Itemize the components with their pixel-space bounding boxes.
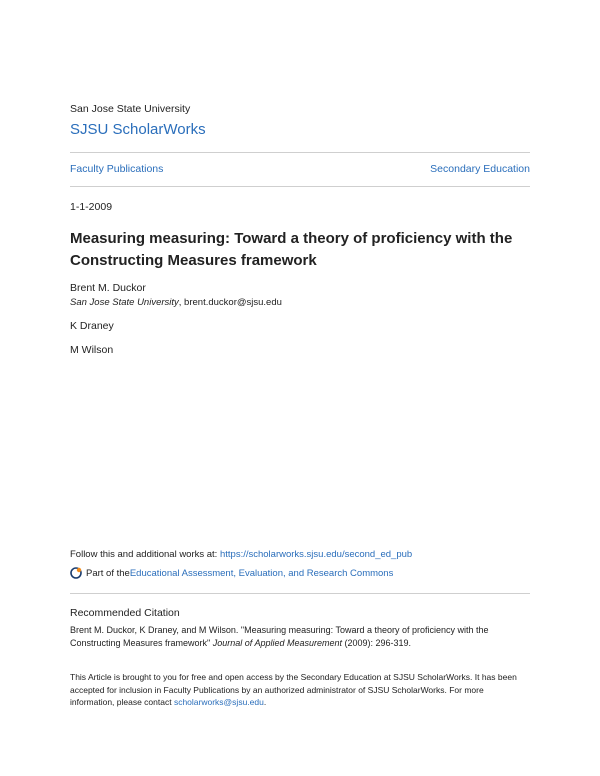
faculty-publications-link[interactable]: Faculty Publications (70, 163, 164, 175)
repository-link[interactable]: SJSU ScholarWorks (70, 121, 206, 138)
author-name: K Draney (70, 320, 114, 332)
footer-notice (70, 671, 530, 709)
part-of-prefix: Part of the (86, 567, 130, 579)
author-name: Brent M. Duckor (70, 282, 146, 294)
citation-pages: (2009): 296-319. (342, 638, 412, 648)
contact-email-link[interactable]: scholarworks@sjsu.edu (173, 697, 264, 707)
author-email: , brent.duckor@sjsu.edu (178, 297, 282, 308)
secondary-education-link[interactable]: Secondary Education (430, 163, 530, 175)
citation-heading: Recommended Citation (70, 607, 180, 619)
footer-text: This Article is brought to you for free and open access by the Secondary Education at SJSU ScholarWorks. It has been accepted for inclusion in Faculty Publications by an authorized administrator of SJSU ScholarWorks. For more information, please contact (70, 672, 517, 707)
footer-end: . (263, 697, 267, 707)
author-name: M Wilson (70, 344, 114, 356)
institution-name: San Jose State University (70, 103, 191, 115)
citation-text (70, 624, 530, 650)
commons-link[interactable]: Educational Assessment, Evaluation, and Research Commons (129, 567, 394, 579)
divider (70, 186, 530, 187)
journal-name: Journal of Applied Measurement (212, 638, 342, 648)
publication-date: 1-1-2009 (70, 201, 113, 213)
collection-url-link[interactable]: https://scholarworks.sjsu.edu/second_ed_pub (219, 549, 413, 560)
commons-icon (70, 567, 82, 579)
divider (70, 152, 530, 153)
affiliation-institution: San Jose State University (70, 297, 179, 308)
follow-text: Follow this and additional works at: (70, 549, 220, 560)
follow-line (70, 549, 412, 560)
divider (70, 593, 530, 594)
author-affiliation (70, 297, 282, 308)
part-of-line (70, 567, 393, 579)
article-title: Measuring measuring: Toward a theory of proficiency with the Constructing Measures framework (70, 230, 513, 269)
citation-body: Brent M. Duckor, K Draney, and M Wilson. "Measuring measuring: Toward a theory of proficiency with the Constructing Measures framework" (70, 625, 489, 648)
